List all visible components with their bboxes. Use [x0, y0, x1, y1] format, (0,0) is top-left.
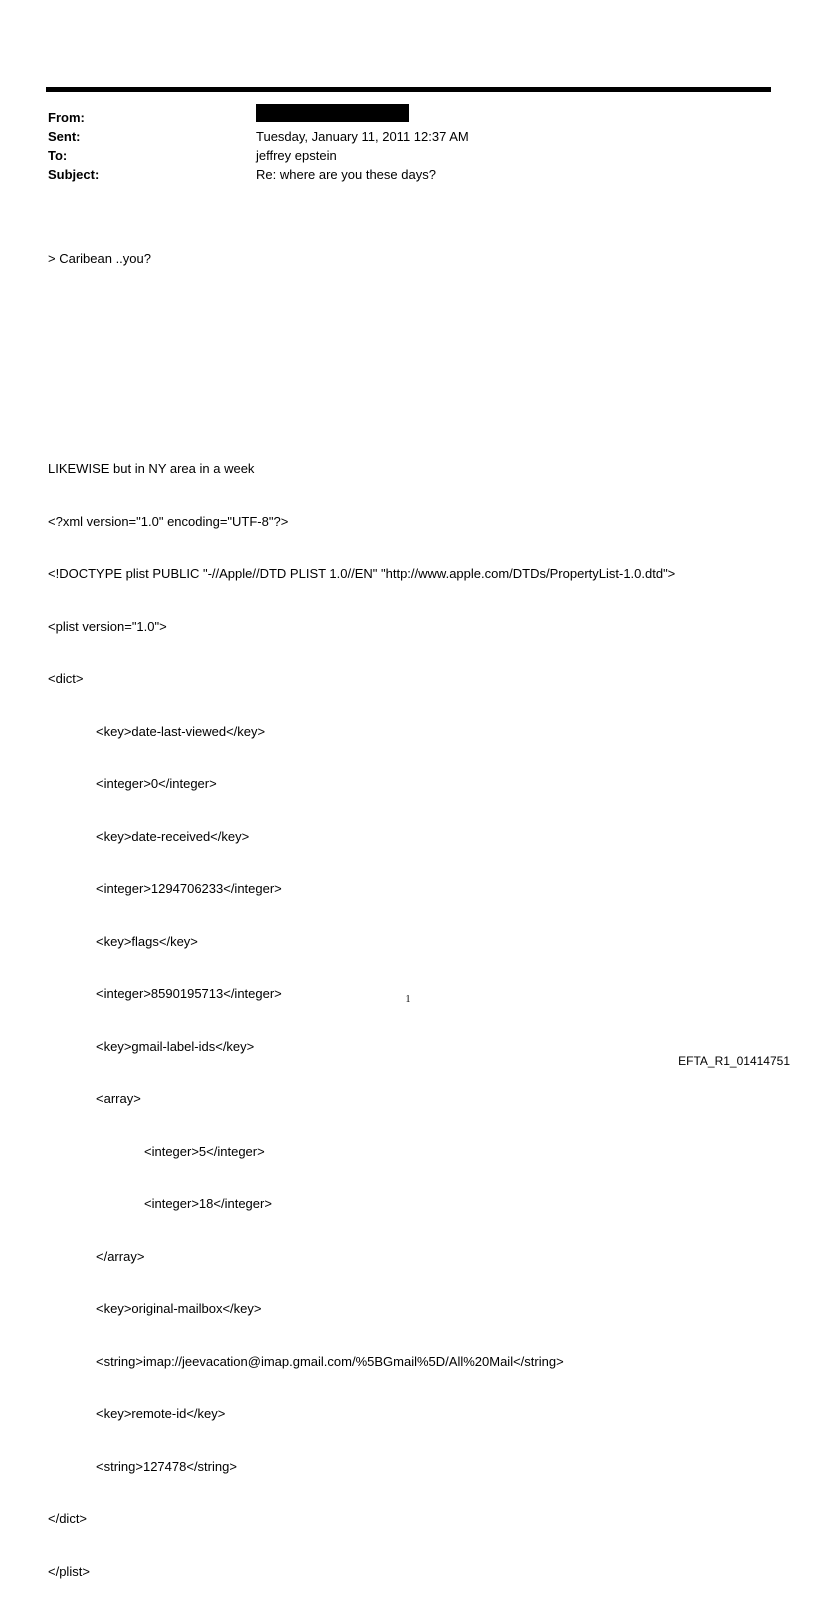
email-body — [48, 215, 778, 1598]
spacer — [48, 408, 778, 426]
from-label: From: — [48, 110, 85, 125]
plist-line: <string>imap://jeevacation@imap.gmail.com/%5BGmail%5D/All%20Mail</string> — [96, 1353, 564, 1369]
plist-line: <integer>5</integer> — [144, 1143, 265, 1159]
from-row — [48, 108, 748, 127]
plist-line: </array> — [96, 1248, 145, 1264]
plist-line: </dict> — [48, 1511, 88, 1526]
subject-row — [48, 165, 748, 184]
plist-line: <integer>1294706233</integer> — [96, 881, 282, 896]
spacer — [48, 355, 778, 373]
header-rule — [46, 87, 771, 92]
plist-line: <key>original-mailbox</key> — [96, 1301, 262, 1316]
plist-line: <plist version="1.0"> — [48, 618, 167, 634]
plist-line: <key>date-received</key> — [96, 828, 250, 844]
plist-line: <integer>8590195713</integer> — [96, 986, 282, 1001]
reply-line: LIKEWISE but in NY area in a week — [48, 461, 255, 476]
page-number: 1 — [405, 994, 411, 1005]
plist-line: <key>date-last-viewed</key> — [96, 723, 266, 739]
sent-value: Tuesday, January 11, 2011 12:37 AM — [256, 129, 469, 144]
plist-line: <integer>18</integer> — [144, 1196, 272, 1211]
spacer — [48, 303, 778, 321]
to-row — [48, 146, 748, 165]
document-id: EFTA_R1_01414751 — [678, 1054, 790, 1068]
to-label: To: — [48, 148, 68, 163]
to-value: jeffrey epstein — [256, 148, 337, 163]
redaction-box — [256, 104, 409, 122]
plist-line: <integer>0</integer> — [96, 776, 217, 791]
email-header — [48, 108, 748, 184]
sent-label: Sent: — [48, 129, 81, 144]
plist-line: <array> — [96, 1091, 141, 1106]
plist-line: <key>flags</key> — [96, 933, 198, 949]
plist-line: <?xml version="1.0" encoding="UTF-8"?> — [48, 513, 289, 529]
from-value — [256, 108, 409, 127]
plist-line: <!DOCTYPE plist PUBLIC "-//Apple//DTD PLIST 1.0//EN" "http://www.apple.com/DTDs/PropertyList-1.0.dtd"> — [48, 566, 676, 581]
plist-line: <key>gmail-label-ids</key> — [96, 1038, 255, 1054]
sent-row — [48, 127, 748, 146]
plist-line: <dict> — [48, 671, 84, 686]
plist-line: <key>remote-id</key> — [96, 1406, 226, 1421]
plist-line: </plist> — [48, 1563, 90, 1579]
subject-value: Re: where are you these days? — [256, 167, 436, 182]
plist-line: <string>127478</string> — [96, 1458, 237, 1474]
subject-label: Subject: — [48, 167, 100, 182]
quoted-line: > Caribean ..you? — [48, 251, 151, 266]
